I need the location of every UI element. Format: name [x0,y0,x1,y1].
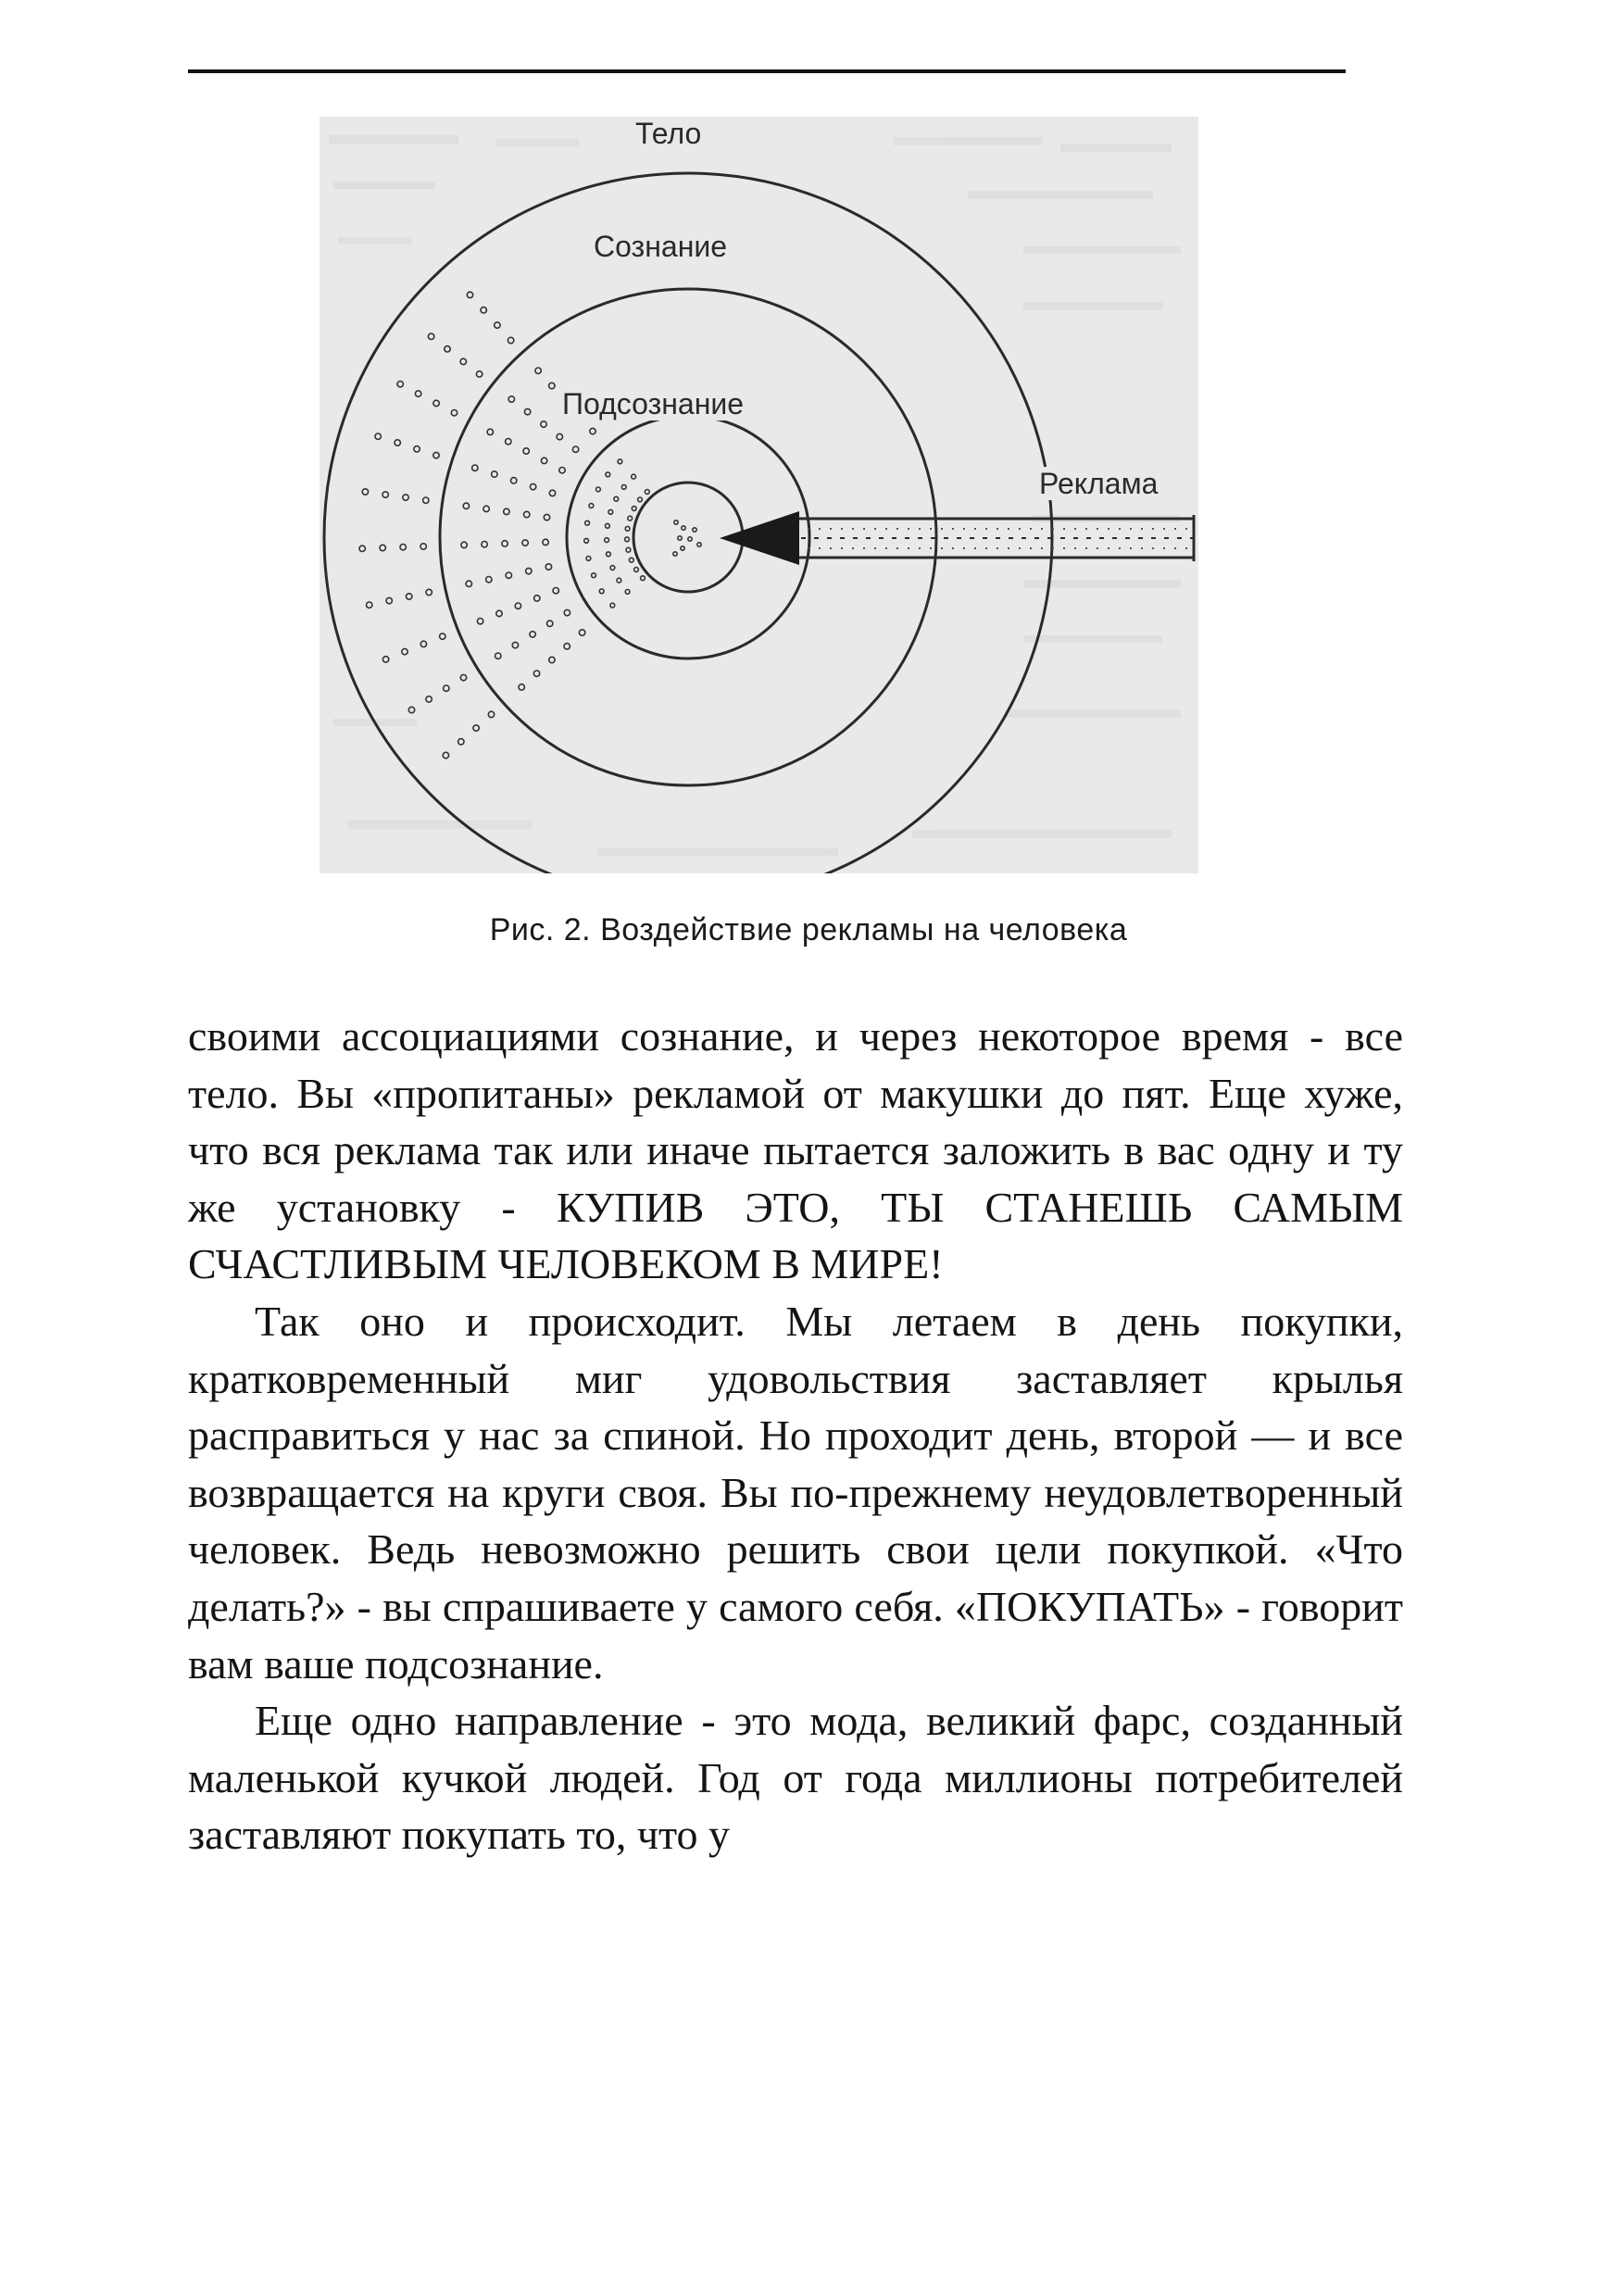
dot [553,588,558,594]
dot [590,428,595,433]
dot [614,496,619,501]
body-circle [324,173,1052,873]
dot [585,521,590,525]
paragraph-1: своими ассоциациями сознание, и через некоторое время - все тело. Вы «пропитаны» рекламой от макушки до пят. Еще хуже, что вся реклама так или иначе пытается заложить в вас одну и ту же установку - КУПИВ ЭТО, ТЫ СТАНЕШЬ САМЫМ СЧАСТЛИВЫМ ЧЕЛОВЕКОМ В МИРЕ! [188,1012,1403,1288]
dot [638,497,643,502]
dot [678,536,682,540]
dot [564,644,570,649]
dot [605,538,609,543]
label-body: Тело [630,117,707,150]
paragraph-2: Так оно и происходит. Мы летаем в день покупки, кратковременный миг удовольствия заставляет крылья расправиться у нас за спиной. Но проходит день, второй — и все возвращается на круги своя. Вы по-прежнему неудовлетворенный человек. Ведь невозможно решить свои цели покупкой. «Что делать?» - вы спрашиваете у самого себя. «ПОКУПАТЬ» - говорит вам ваше подсознание. [188,1297,1403,1687]
dot [512,642,518,647]
dot [617,578,621,583]
dot [487,429,493,434]
dot [508,396,514,402]
dot [681,546,684,550]
header-rule [188,69,1346,73]
dot [557,433,562,439]
figure-caption: Рис. 2. Воздействие рекламы на человека [489,912,1128,947]
dot [400,545,406,550]
dot [426,589,432,595]
dot [482,542,487,547]
dot [682,526,685,530]
dot [451,410,457,416]
dot [592,573,596,578]
dot [426,696,432,702]
dot [610,603,615,608]
dot [511,478,517,483]
dot [414,446,420,452]
dot [502,541,508,546]
dot [466,581,471,586]
dot [444,685,449,691]
dot [632,474,636,479]
dot [522,540,528,546]
dot [572,446,578,452]
dot [589,504,594,508]
dot [534,596,540,601]
dot [673,552,677,556]
dot [382,492,388,497]
dot [445,346,450,352]
dot [515,603,520,609]
dot [549,657,555,662]
dot [463,503,469,508]
dot [382,657,388,662]
dot [626,547,631,552]
dot [408,707,414,712]
dot [547,621,553,626]
dot [423,497,429,503]
dot [496,610,502,616]
advertising-arrow [720,511,1195,565]
dot [403,495,408,500]
dot [645,490,649,495]
dot [519,684,524,690]
dot [541,458,546,463]
diffusion-dots [359,292,701,759]
dot [420,544,426,549]
dot [492,471,497,477]
dot [526,568,532,573]
dot [461,542,467,547]
dot [535,368,541,373]
dot [586,557,591,561]
dot [458,739,464,745]
dot [524,408,530,414]
advertising-diagram [320,117,1198,873]
label-advertising: Реклама [1034,467,1163,500]
dot [397,382,403,387]
label-subconscious: Подсознание [557,387,749,420]
dot [460,358,466,364]
dot [367,602,372,608]
dot [564,609,570,615]
dot [359,546,365,551]
dot [362,489,368,495]
dot [524,511,530,517]
dot [625,526,630,531]
dot [610,566,615,571]
dot [506,572,511,578]
dot [395,440,400,445]
dot [596,487,601,492]
dot [440,634,445,639]
dot [460,674,466,680]
dot [486,577,492,583]
dot [428,333,433,339]
dot [508,337,513,343]
dot [607,552,611,557]
dot [621,484,626,489]
dot [625,537,630,542]
dot [495,322,500,328]
dot [608,509,613,514]
dot [549,490,555,496]
dot [483,506,489,511]
dot [506,439,511,445]
dot [481,307,486,313]
dot [433,452,439,458]
dot [543,539,548,545]
dot [632,507,636,511]
dot [584,538,589,543]
dot [530,632,535,637]
dot [559,468,565,473]
dot [674,521,678,524]
dot [625,590,630,595]
dot [472,465,478,470]
dot [544,514,549,520]
dot [402,648,407,654]
dot [579,630,584,635]
dot [375,433,381,439]
dot [467,292,472,297]
dot [473,725,479,731]
dot [693,528,696,532]
dot [476,371,482,377]
dot [606,523,610,528]
dot [549,383,555,388]
dot [415,391,420,396]
dot [599,589,604,594]
dot [629,558,633,562]
dot [545,564,551,570]
dot [618,459,622,464]
dot [628,516,633,521]
dot [541,421,546,427]
paragraph-3: Еще одно направление - это мода, великий фарс, созданный маленькой кучкой людей. Год от года миллионы потребителей заставляют покупать то, что у [188,1697,1403,1859]
dot [477,619,483,624]
dot [530,483,535,489]
dot [380,545,385,550]
dot [533,671,539,676]
dot [443,752,448,758]
dot [641,576,646,581]
dot [523,448,529,454]
dot [495,653,501,659]
dot [488,711,494,717]
dot [688,537,692,541]
dot [433,400,439,406]
dot [606,472,610,477]
dot [697,543,701,546]
dot [634,568,639,572]
label-consciousness: Сознание [588,230,733,263]
dot [504,508,509,514]
dot [386,597,392,603]
body-text [188,1008,1403,1863]
dot [407,594,412,599]
dot [420,641,426,646]
